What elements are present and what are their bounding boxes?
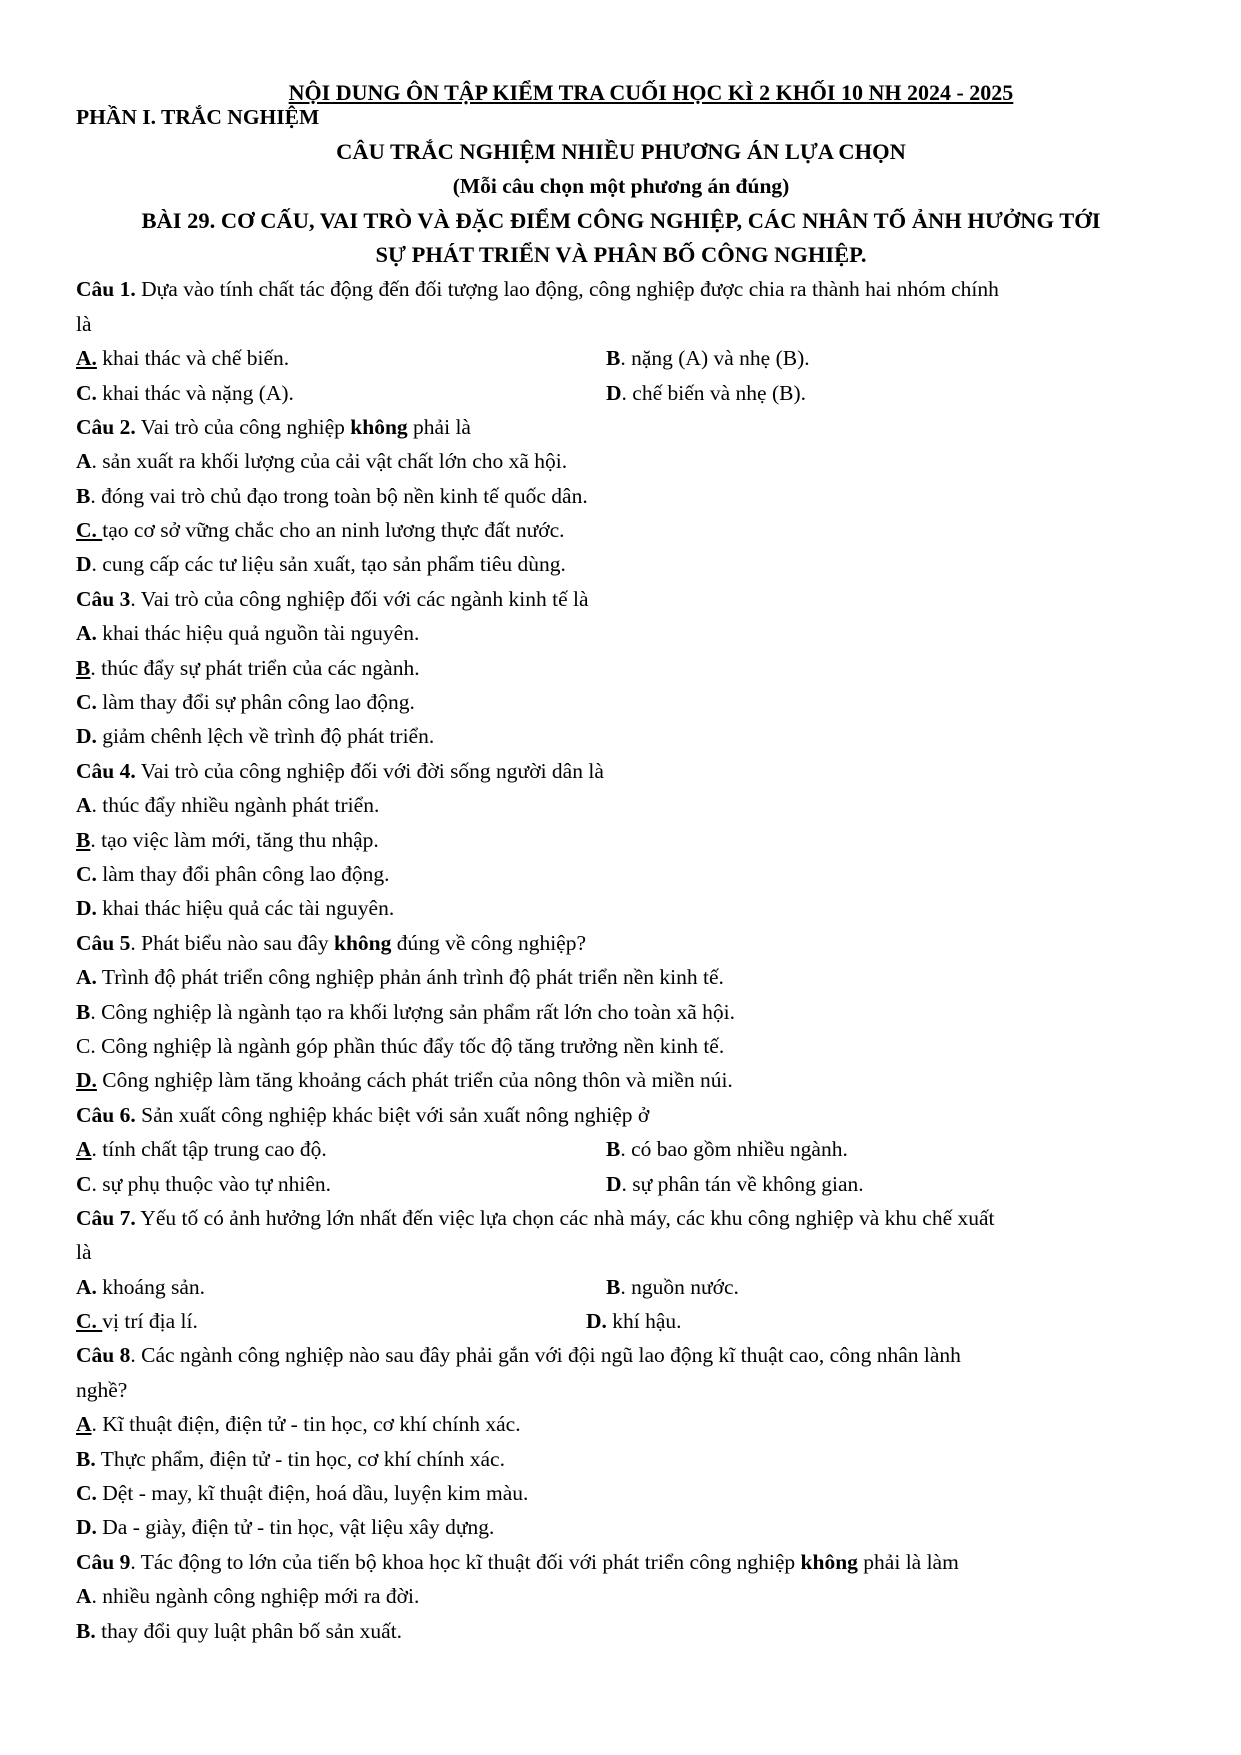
option-text: . sản xuất ra khối lượng của cải vật chất lớn cho xã hội.	[91, 449, 568, 474]
question-text: phải là làm	[857, 1549, 959, 1574]
question-3-option-c	[76, 685, 1166, 719]
question-1-options-row2	[76, 376, 1166, 410]
option-letter: C.	[76, 861, 97, 886]
question-5-option-a	[76, 960, 1166, 994]
option-text: Da - giày, điện tử - tin học, vật liệu xây dựng.	[96, 1515, 495, 1540]
question-text: đúng về công nghiệp?	[391, 930, 587, 955]
question-text: . Các ngành công nghiệp nào sau đây phải gắn với đội ngũ lao động kĩ thuật cao, công nhân lành	[130, 1343, 961, 1368]
option-text: Công nghiệp làm tăng khoảng cách phát triển của nông thôn và miền núi.	[96, 1068, 733, 1093]
option-letter: D.	[76, 1515, 97, 1540]
question-text: . Phát biểu nào sau đây	[130, 930, 334, 955]
option-text: . đóng vai trò chủ đạo trong toàn bộ nền kinh tế quốc dân.	[90, 483, 588, 508]
document-title: NỘI DUNG ÔN TẬP KIỂM TRA CUỐI HỌC KÌ 2 KHỐI 10 NH 2024 - 2025	[288, 80, 1014, 105]
option-letter: B.	[76, 1446, 96, 1471]
question-8-stem	[76, 1338, 1166, 1372]
option-text: khai thác hiệu quả các tài nguyên.	[96, 896, 395, 921]
question-2-option-d	[76, 547, 1166, 581]
option-text: . sự phụ thuộc vào tự nhiên.	[91, 1171, 332, 1196]
option-text: khai thác hiệu quả nguồn tài nguyên.	[96, 621, 420, 646]
question-3-option-a	[76, 616, 1166, 650]
option-letter: D.	[76, 724, 97, 749]
option-letter: A	[76, 793, 92, 818]
option-text: Thực phẩm, điện tử - tin học, cơ khí chính xác.	[95, 1446, 505, 1471]
question-emphasis: không	[333, 930, 392, 955]
instruction-text: (Mỗi câu chọn một phương án đúng)	[452, 174, 790, 199]
question-2-option-a	[76, 444, 1166, 478]
option-text: khoáng sản.	[96, 1274, 205, 1299]
part-heading: PHẦN I. TRẮC NGHIỆM	[76, 105, 320, 130]
question-5-stem	[76, 926, 1166, 960]
question-label: Câu 9	[76, 1549, 131, 1574]
option-text: . tạo việc làm mới, tăng thu nhập.	[90, 827, 379, 852]
option-text: làm thay đổi sự phân công lao động.	[96, 690, 415, 715]
option-text: . sự phân tán về không gian.	[621, 1171, 864, 1196]
document-page	[76, 76, 1166, 1648]
question-text: . Tác động to lớn của tiến bộ khoa học kĩ thuật đối với phát triển công nghiệp	[130, 1549, 801, 1574]
option-text: . có bao gồm nhiều ngành.	[620, 1137, 848, 1162]
question-label: Câu 1.	[76, 277, 136, 302]
option-letter: C.	[76, 1309, 103, 1334]
question-text: Vai trò của công nghiệp đối với đời sống người dân là	[135, 758, 604, 783]
question-9-stem	[76, 1545, 1166, 1579]
question-4-stem	[76, 754, 1166, 788]
question-text: Yếu tố có ảnh hưởng lớn nhất đến việc lựa chọn các nhà máy, các khu công nghiệp và khu chế xuất	[135, 1205, 995, 1230]
question-8-option-a	[76, 1407, 1166, 1441]
question-label: Câu 6.	[76, 1102, 136, 1127]
section-heading: CÂU TRẮC NGHIỆM NHIỀU PHƯƠNG ÁN LỰA CHỌN	[336, 138, 906, 164]
question-label: Câu 4.	[76, 758, 136, 783]
option-text: . nhiều ngành công nghiệp mới ra đời.	[91, 1584, 420, 1609]
option-text: khí hậu.	[606, 1309, 682, 1334]
option-text: . thúc đẩy nhiều ngành phát triển.	[91, 793, 380, 818]
question-1-stem	[76, 272, 1166, 306]
option-letter: A.	[76, 965, 97, 990]
option-text: . tính chất tập trung cao độ.	[91, 1137, 327, 1162]
lesson-heading-line1: BÀI 29. CƠ CẤU, VAI TRÒ VÀ ĐẶC ĐIỂM CÔNG NGHIỆP, CÁC NHÂN TỐ ẢNH HƯỞNG TỚI	[141, 207, 1101, 233]
question-7-options-row2	[76, 1304, 1166, 1338]
question-text: Dựa vào tính chất tác động đến đối tượng lao động, công nghiệp được chia ra thành hai nhóm chính	[135, 277, 999, 302]
option-text: . Kĩ thuật điện, điện tử - tin học, cơ khí chính xác.	[91, 1412, 521, 1437]
option-text: giảm chênh lệch về trình độ phát triển.	[96, 724, 435, 749]
option-text: Trình độ phát triển công nghiệp phản ánh trình độ phát triển nền kinh tế.	[96, 965, 724, 990]
question-8-option-c	[76, 1476, 1166, 1510]
option-letter: D.	[76, 896, 97, 921]
question-3-option-b	[76, 651, 1166, 685]
question-2-stem	[76, 410, 1166, 444]
option-letter: C.	[76, 690, 97, 715]
option-letter: C	[76, 1033, 91, 1058]
question-3-stem	[76, 582, 1166, 616]
question-label: Câu 2.	[76, 414, 136, 439]
option-text: tạo cơ sở vững chắc cho an ninh lương thực đất nước.	[102, 518, 565, 543]
option-letter: A.	[76, 346, 97, 371]
option-text: . Công nghiệp là ngành tạo ra khối lượng sản phẩm rất lớn cho toàn xã hội.	[90, 999, 735, 1024]
option-letter: C.	[76, 518, 103, 543]
question-7-options-row1	[76, 1270, 1166, 1304]
option-letter: C	[76, 1171, 92, 1196]
question-8-option-d	[76, 1510, 1166, 1544]
question-4-option-a	[76, 788, 1166, 822]
option-letter: B.	[76, 1618, 96, 1643]
question-emphasis: không	[350, 414, 408, 439]
option-text: vị trí địa lí.	[102, 1309, 198, 1334]
question-text: Sản xuất công nghiệp khác biệt với sản xuất nông nghiệp ở	[135, 1102, 650, 1127]
option-text: khai thác và nặng (A).	[96, 380, 294, 405]
option-letter: B	[606, 346, 621, 371]
question-text: phải là	[407, 414, 471, 439]
question-7-stem-cont: là	[76, 1240, 92, 1265]
option-text: . nặng (A) và nhẹ (B).	[620, 346, 810, 371]
question-6-options-row2	[76, 1167, 1166, 1201]
option-letter: A.	[76, 621, 97, 646]
question-1-options-row1	[76, 341, 1166, 375]
option-text: làm thay đổi phân công lao động.	[96, 861, 390, 886]
question-2-option-b	[76, 479, 1166, 513]
option-letter: C.	[76, 380, 97, 405]
option-text: . thúc đẩy sự phát triển của các ngành.	[90, 655, 420, 680]
question-7-stem	[76, 1201, 1166, 1235]
option-text: Dệt - may, kĩ thuật điện, hoá dầu, luyện kim màu.	[96, 1481, 529, 1506]
question-5-option-c	[76, 1029, 1166, 1063]
option-letter: A	[76, 1137, 92, 1162]
option-text: . Công nghiệp là ngành góp phần thúc đẩy tốc độ tăng trưởng nền kinh tế.	[90, 1033, 725, 1058]
question-4-option-c	[76, 857, 1166, 891]
question-5-option-d	[76, 1063, 1166, 1097]
question-9-option-a	[76, 1579, 1166, 1613]
question-label: Câu 3	[76, 586, 131, 611]
option-letter: B	[606, 1137, 621, 1162]
question-4-option-b	[76, 823, 1166, 857]
option-text: . chế biến và nhẹ (B).	[621, 380, 807, 405]
question-label: Câu 5	[76, 930, 131, 955]
option-letter: B	[76, 999, 91, 1024]
option-letter: D	[606, 1171, 622, 1196]
question-text: Vai trò của công nghiệp	[135, 414, 351, 439]
option-text: khai thác và chế biến.	[96, 346, 290, 371]
question-text: . Vai trò của công nghiệp đối với các ngành kinh tế là	[130, 586, 589, 611]
question-1-stem-cont: là	[76, 311, 92, 336]
option-letter: B	[76, 483, 91, 508]
option-letter: D	[606, 380, 622, 405]
option-text: . cung cấp các tư liệu sản xuất, tạo sản phẩm tiêu dùng.	[91, 552, 566, 577]
option-letter: B	[76, 827, 91, 852]
option-letter: D.	[586, 1309, 607, 1334]
question-6-stem	[76, 1098, 1166, 1132]
option-letter: A	[76, 449, 92, 474]
option-letter: C.	[76, 1481, 97, 1506]
option-text: thay đổi quy luật phân bố sản xuất.	[95, 1618, 403, 1643]
question-6-options-row1	[76, 1132, 1166, 1166]
option-letter: A	[76, 1584, 92, 1609]
question-4-option-d	[76, 891, 1166, 925]
option-letter: A	[76, 1412, 92, 1437]
question-2-option-c	[76, 513, 1166, 547]
question-emphasis: không	[800, 1549, 858, 1574]
question-8-option-b	[76, 1442, 1166, 1476]
question-3-option-d	[76, 719, 1166, 753]
option-text: . nguồn nước.	[620, 1274, 739, 1299]
option-letter: D	[76, 552, 92, 577]
option-letter: D.	[76, 1068, 97, 1093]
question-label: Câu 7.	[76, 1205, 136, 1230]
question-label: Câu 8	[76, 1343, 131, 1368]
question-5-option-b	[76, 995, 1166, 1029]
option-letter: A.	[76, 1274, 97, 1299]
question-9-option-b	[76, 1614, 1166, 1648]
option-letter: B	[606, 1274, 621, 1299]
question-8-stem-cont: nghề?	[76, 1377, 128, 1402]
option-letter: B	[76, 655, 91, 680]
lesson-heading-line2: SỰ PHÁT TRIỂN VÀ PHÂN BỐ CÔNG NGHIỆP.	[375, 241, 867, 267]
